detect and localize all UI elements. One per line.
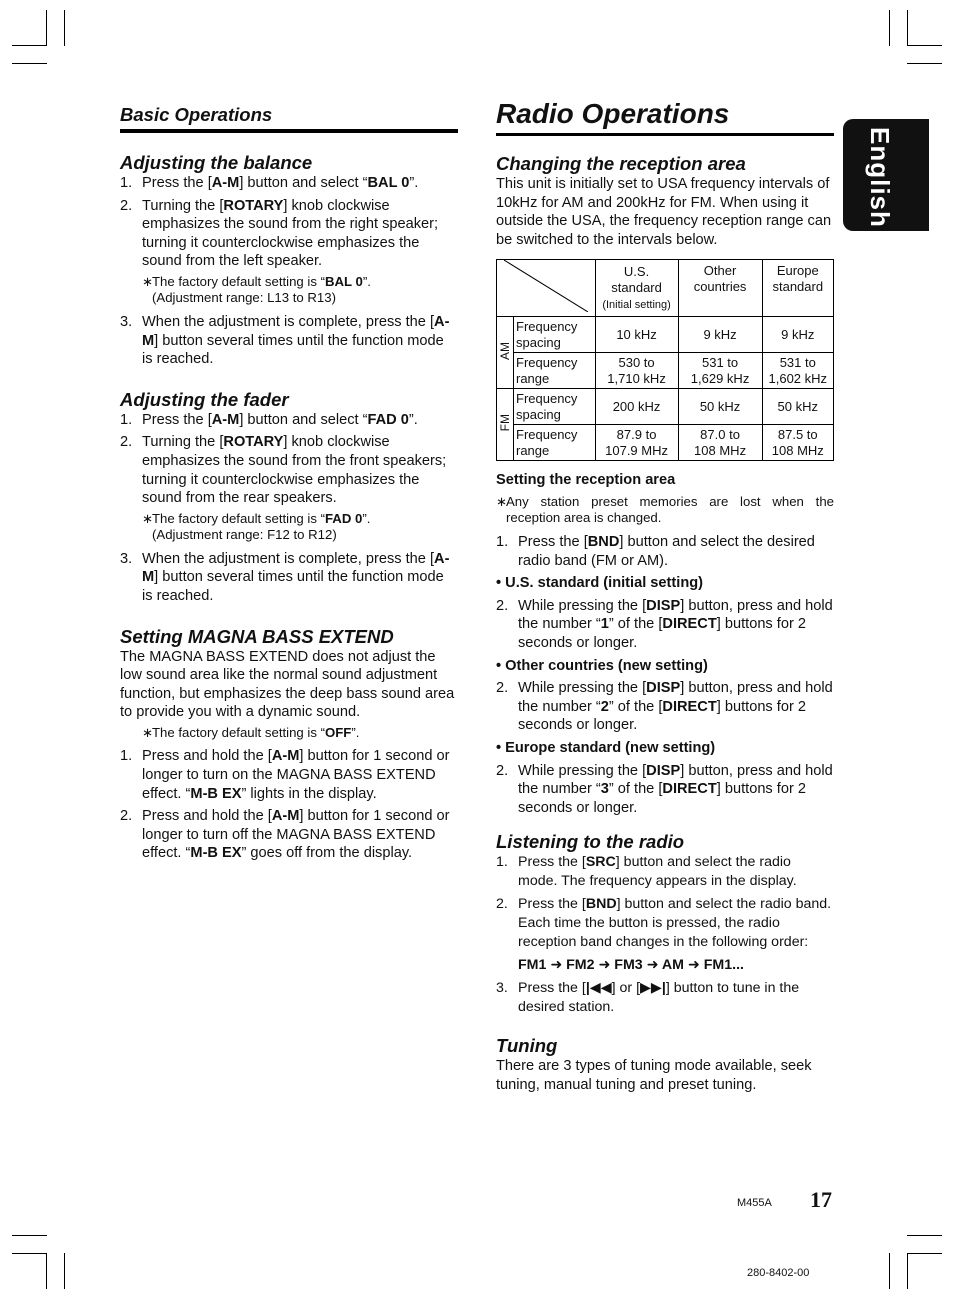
cell-other: 9 kHz xyxy=(678,317,762,353)
model-number: M455A xyxy=(737,1197,772,1209)
title-rule xyxy=(496,133,834,136)
header-other: Other countries xyxy=(678,260,762,317)
option-other-label: • Other countries (new setting) xyxy=(496,657,708,674)
option-us-step: 2. While pressing the [DISP] button, press and hold the number “1” of the [DIRECT] buttons for 2 seconds or longer. xyxy=(496,597,833,651)
band-fm: FM xyxy=(497,389,514,461)
magna-step-1: 1. Press and hold the [A-M] button for 1 second or longer to turn on the MAGNA BASS EXTEND effect. “M-B EX” lights in the display. xyxy=(120,748,450,802)
crop-mark xyxy=(12,45,47,46)
listening-step-1: 1. Press the [SRC] button and select the radio mode. The frequency appears in the display. xyxy=(496,854,797,890)
crop-mark xyxy=(46,10,47,46)
crop-mark xyxy=(12,1253,47,1254)
crop-mark xyxy=(64,1253,65,1289)
cell-us: 530 to 1,710 kHz xyxy=(595,353,678,389)
fader-step-3: 3. When the adjustment is complete, press the [A-M] button several times until the function mode is reached. xyxy=(120,550,450,604)
option-us-steps xyxy=(496,597,834,653)
crop-mark xyxy=(907,1253,942,1254)
magna-intro: The MAGNA BASS EXTEND does not adjust the low sound area like the normal sound adjustment function, but emphasizes the deep bass sound area to provide you with a dynamic sound. xyxy=(120,648,455,721)
magna-step-2: 2. Press and hold the [A-M] button for 1 second or longer to turn off the MAGNA BASS EXTEND effect. “M-B EX” goes off from the display. xyxy=(120,808,450,862)
setting-note: ∗ Any station preset memories are lost when the reception area is changed. xyxy=(496,493,834,526)
cell-us: 10 kHz xyxy=(595,317,678,353)
row-label: Frequency spacing xyxy=(514,317,596,353)
fader-step-1: 1. Press the [A-M] button and select “FAD 0”. xyxy=(120,411,418,428)
balance-steps-cont xyxy=(120,313,458,369)
crop-mark xyxy=(64,10,65,46)
section-rule xyxy=(120,129,458,133)
page-title: Radio Operations xyxy=(496,98,730,129)
row-label: Frequency range xyxy=(514,425,596,461)
fader-steps-cont xyxy=(120,550,458,606)
option-other-steps xyxy=(496,679,834,735)
cell-other: 87.0 to 108 MHz xyxy=(678,425,762,461)
crop-mark xyxy=(12,63,47,64)
balance-note: ∗ The factory default setting is “BAL 0”. (Adjustment range: L13 to R13) xyxy=(142,273,371,306)
row-label: Frequency spacing xyxy=(514,389,596,425)
page-number: 17 xyxy=(810,1187,832,1212)
option-europe-label: • Europe standard (new setting) xyxy=(496,739,716,756)
header-europe: Europe standard xyxy=(762,260,833,317)
magna-note: ∗ The factory default setting is “OFF”. xyxy=(142,724,360,740)
tuning-heading: Tuning xyxy=(496,1035,558,1057)
balance-step-3: 3. When the adjustment is complete, press the [A-M] button several times until the function mode is reached. xyxy=(120,313,450,368)
crop-mark xyxy=(907,1235,942,1236)
fader-step-2: 2. Turning the [ROTARY] knob clockwise emphasizes the sound from the front speakers; turning it counterclockwise emphasizes the sound from the rear speakers. xyxy=(120,434,447,507)
listening-steps xyxy=(496,853,834,1017)
fader-steps xyxy=(120,411,458,508)
crop-mark xyxy=(907,63,942,64)
language-tab xyxy=(843,119,929,231)
balance-step-2: 2. Turning the [ROTARY] knob clockwise emphasizes the sound from the right speaker; turning it counterclockwise emphasizes the sound from the left speaker. xyxy=(120,197,439,270)
balance-heading: Adjusting the balance xyxy=(120,152,313,173)
frequency-table xyxy=(496,259,834,461)
setting-step-1-list xyxy=(496,533,834,570)
cell-europe: 50 kHz xyxy=(762,389,833,425)
fader-note: ∗ The factory default setting is “FAD 0”. (Adjustment range: F12 to R12) xyxy=(142,510,371,543)
listening-heading: Listening to the radio xyxy=(496,831,685,853)
crop-mark xyxy=(907,1253,908,1289)
cell-europe: 87.5 to 108 MHz xyxy=(762,425,833,461)
band-sequence: FM1 ➜ FM2 ➜ FM3 ➜ AM ➜ FM1... xyxy=(518,957,744,974)
cell-europe: 9 kHz xyxy=(762,317,833,353)
magna-heading: Setting MAGNA BASS EXTEND xyxy=(120,625,394,647)
balance-steps xyxy=(120,174,458,271)
crop-mark xyxy=(889,1253,890,1289)
crop-mark xyxy=(889,10,890,46)
band-am: AM xyxy=(497,317,514,389)
cell-europe: 531 to 1,602 kHz xyxy=(762,353,833,389)
option-europe-steps xyxy=(496,762,834,818)
cell-other: 531 to 1,629 kHz xyxy=(678,353,762,389)
left-column xyxy=(120,104,458,867)
cell-us: 87.9 to 107.9 MHz xyxy=(595,425,678,461)
setting-step-1: 1. Press the [BND] button and select the desired radio band (FM or AM). xyxy=(496,533,815,569)
tuning-text: There are 3 types of tuning mode available, seek tuning, manual tuning and preset tuning. xyxy=(496,1058,812,1093)
listening-step-2: 2. Press the [BND] button and select the radio band. Each time the button is pressed, the radio reception band changes in the following order: FM1 ➜ FM2 ➜ FM3 ➜ AM ➜ FM1... xyxy=(496,895,834,975)
listening-step-3: 3. Press the [|◀◀] or [▶▶|] button to tune in the desired station. xyxy=(496,980,800,1016)
reception-heading: Changing the reception area xyxy=(496,153,746,174)
crop-mark xyxy=(12,1235,47,1236)
crop-mark xyxy=(46,1253,47,1289)
section-header: Basic Operations xyxy=(120,104,273,125)
language-tab-label: English xyxy=(865,127,895,228)
fader-heading: Adjusting the fader xyxy=(120,388,289,410)
magna-steps xyxy=(120,747,458,863)
reception-intro: This unit is initially set to USA frequency intervals of 10kHz for AM and 200kHz for FM. When using it outside the USA, the frequency reception range can be switched to the intervals below. xyxy=(496,176,832,248)
document-code: 280-8402-00 xyxy=(747,1267,810,1279)
header-us: U.S. standard (Initial setting) xyxy=(595,260,678,317)
cell-other: 50 kHz xyxy=(678,389,762,425)
option-other-step: 2. While pressing the [DISP] button, press and hold the number “2” of the [DIRECT] buttons for 2 seconds or longer. xyxy=(496,680,833,734)
right-column xyxy=(496,98,834,1094)
row-label: Frequency range xyxy=(514,353,596,389)
option-europe-step: 2. While pressing the [DISP] button, press and hold the number “3” of the [DIRECT] buttons for 2 seconds or longer. xyxy=(496,762,833,816)
balance-step-1: 1. Press the [A-M] button and select “BAL 0”. xyxy=(120,175,419,191)
corner-diagonal xyxy=(504,260,588,312)
table-corner xyxy=(497,260,596,317)
crop-mark xyxy=(907,45,942,46)
crop-mark xyxy=(907,10,908,46)
cell-us: 200 kHz xyxy=(595,389,678,425)
setting-heading: Setting the reception area xyxy=(496,472,676,489)
option-us-label: • U.S. standard (initial setting) xyxy=(496,575,704,592)
